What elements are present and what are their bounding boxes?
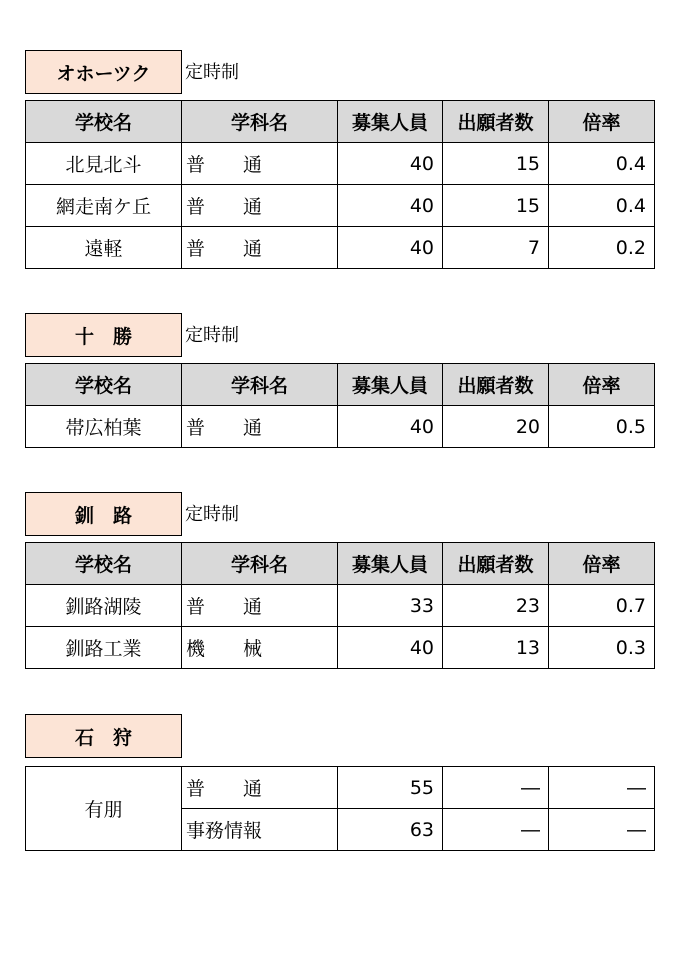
- table-row: [26, 143, 655, 185]
- header-ratio: 倍率: [549, 364, 655, 406]
- shift-label: 定時制: [185, 504, 239, 525]
- capacity-value: 55: [338, 767, 443, 809]
- applicants-value: 15: [443, 143, 549, 185]
- shift-label: 定時制: [185, 62, 239, 83]
- department-name: 普 通: [182, 143, 338, 185]
- applicants-table: [25, 363, 655, 448]
- school-name: 釧路湖陵: [26, 585, 182, 627]
- table-row: [26, 627, 655, 669]
- region-section-okhotsk: [25, 50, 654, 269]
- school-name: 帯広柏葉: [26, 406, 182, 448]
- capacity-value: 40: [338, 627, 443, 669]
- applicants-table: [25, 100, 655, 269]
- department-name: 普 通: [182, 585, 338, 627]
- region-label: 釧 路: [25, 492, 182, 536]
- ratio-value: ―: [549, 809, 655, 851]
- region-section-kushiro: [25, 492, 654, 669]
- ratio-value: ―: [549, 767, 655, 809]
- table-row: [26, 585, 655, 627]
- header-applicants: 出願者数: [443, 543, 549, 585]
- applicants-value: 20: [443, 406, 549, 448]
- capacity-value: 40: [338, 406, 443, 448]
- department-name: 普 通: [182, 185, 338, 227]
- header-applicants: 出願者数: [443, 364, 549, 406]
- department-name: 普 通: [182, 406, 338, 448]
- header-department: 学科名: [182, 101, 338, 143]
- capacity-value: 40: [338, 185, 443, 227]
- table-header-row: [26, 543, 655, 585]
- region-header: [25, 50, 654, 94]
- shift-label: 定時制: [185, 325, 239, 346]
- school-name: 北見北斗: [26, 143, 182, 185]
- ratio-value: 0.5: [549, 406, 655, 448]
- applicants-value: 15: [443, 185, 549, 227]
- capacity-value: 40: [338, 227, 443, 269]
- header-capacity: 募集人員: [338, 543, 443, 585]
- region-label: 石 狩: [25, 714, 182, 758]
- school-name: 釧路工業: [26, 627, 182, 669]
- table-row: [26, 185, 655, 227]
- capacity-value: 63: [338, 809, 443, 851]
- header-ratio: 倍率: [549, 101, 655, 143]
- ratio-value: 0.4: [549, 185, 655, 227]
- region-header: [25, 714, 654, 758]
- school-name: 網走南ケ丘: [26, 185, 182, 227]
- header-department: 学科名: [182, 543, 338, 585]
- department-name: 機 械: [182, 627, 338, 669]
- applicants-value: 23: [443, 585, 549, 627]
- table-header-row: [26, 101, 655, 143]
- header-school: 学校名: [26, 364, 182, 406]
- table-row: [26, 227, 655, 269]
- table-row: [26, 767, 655, 809]
- department-name: 普 通: [182, 227, 338, 269]
- applicants-value: ―: [443, 809, 549, 851]
- header-capacity: 募集人員: [338, 364, 443, 406]
- ratio-value: 0.7: [549, 585, 655, 627]
- department-name: 普 通: [182, 767, 338, 809]
- header-department: 学科名: [182, 364, 338, 406]
- region-section-ishikari: [25, 714, 654, 851]
- ratio-value: 0.3: [549, 627, 655, 669]
- table-row: [26, 406, 655, 448]
- applicants-table: [25, 766, 655, 851]
- region-section-tokachi: [25, 313, 654, 448]
- table-header-row: [26, 364, 655, 406]
- ratio-value: 0.2: [549, 227, 655, 269]
- department-name: 事務情報: [182, 809, 338, 851]
- applicants-value: ―: [443, 767, 549, 809]
- header-school: 学校名: [26, 543, 182, 585]
- capacity-value: 40: [338, 143, 443, 185]
- capacity-value: 33: [338, 585, 443, 627]
- applicants-value: 13: [443, 627, 549, 669]
- region-label: 十 勝: [25, 313, 182, 357]
- header-school: 学校名: [26, 101, 182, 143]
- applicants-value: 7: [443, 227, 549, 269]
- header-capacity: 募集人員: [338, 101, 443, 143]
- ratio-value: 0.4: [549, 143, 655, 185]
- region-label: オホーツク: [25, 50, 182, 94]
- header-applicants: 出願者数: [443, 101, 549, 143]
- header-ratio: 倍率: [549, 543, 655, 585]
- region-header: [25, 313, 654, 357]
- region-header: [25, 492, 654, 536]
- school-name: 有朋: [26, 767, 182, 851]
- applicants-table: [25, 542, 655, 669]
- school-name: 遠軽: [26, 227, 182, 269]
